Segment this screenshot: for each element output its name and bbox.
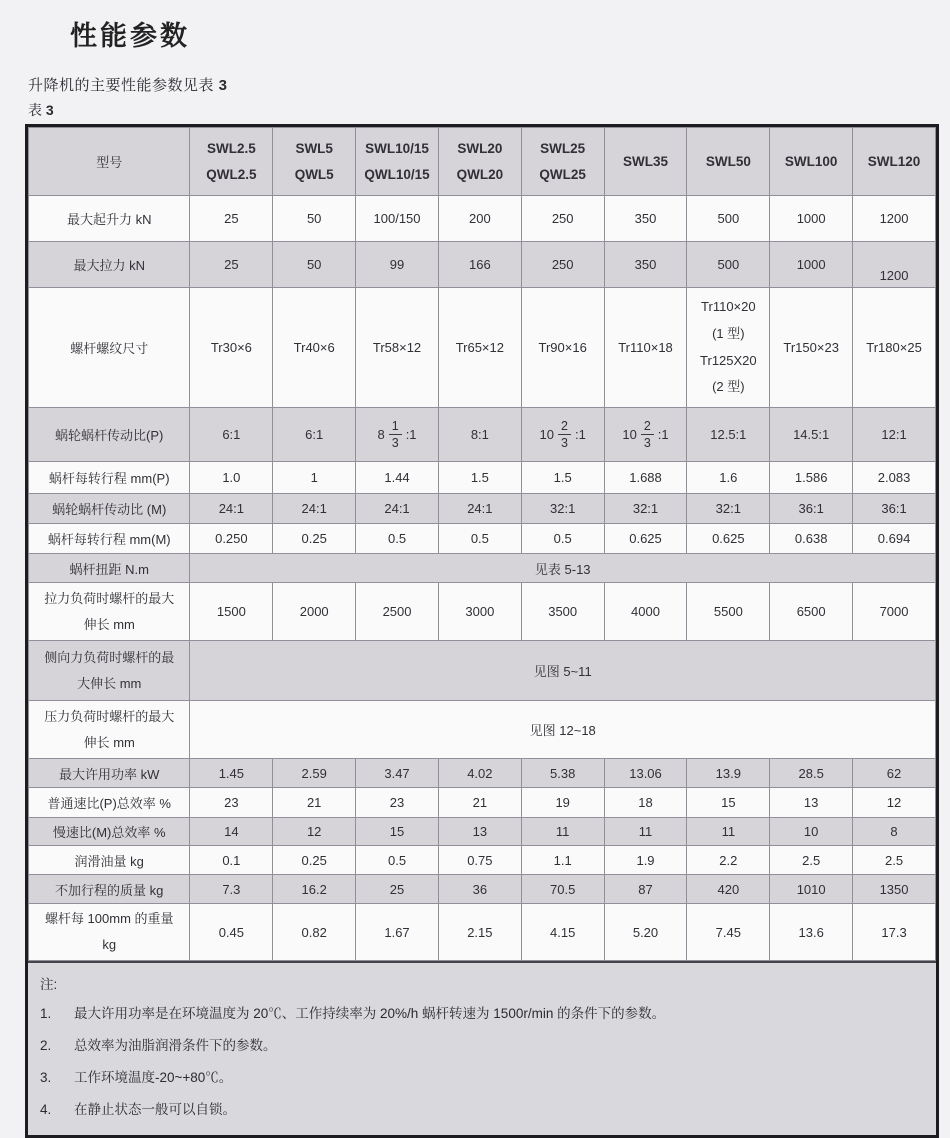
row-label: 最大拉力 kN: [29, 242, 190, 288]
table-cell: 0.25: [273, 524, 356, 554]
table-row: [29, 641, 936, 701]
table-cell: Tr150×23: [770, 288, 853, 408]
fraction: $\frac{2}{3}$: [558, 419, 571, 451]
table-cell: 23: [356, 788, 439, 818]
table-cell: 50: [273, 242, 356, 288]
table-cell: 25: [356, 875, 439, 904]
table-cell: 1.0: [190, 462, 273, 494]
table-cell: 13: [770, 788, 853, 818]
table-cell: 5.20: [604, 904, 687, 961]
table-cell: 1: [273, 462, 356, 494]
notes-list: [40, 1004, 922, 1121]
table-cell: 10 $\frac{2}{3}$ :1: [521, 408, 604, 462]
note-text: 最大许用功率是在环境温度为 20℃、工作持续率为 20%/h 蜗杆转速为 1500r/min 的条件下的参数。: [74, 1006, 666, 1021]
table-cell: 6500: [770, 583, 853, 641]
column-header: SWL50: [687, 128, 770, 196]
table-cell: 24:1: [273, 494, 356, 524]
table-row: [29, 875, 936, 904]
table-row: [29, 288, 936, 408]
table-cell: 19: [521, 788, 604, 818]
table-cell: 420: [687, 875, 770, 904]
table-number-label-text: 表: [28, 102, 46, 118]
table-cell: 7.3: [190, 875, 273, 904]
table-cell: 5.38: [521, 759, 604, 788]
table-cell: 2.5: [770, 846, 853, 875]
table-cell: 13.06: [604, 759, 687, 788]
row-label: 普通速比(P)总效率 %: [29, 788, 190, 818]
table-row: [29, 524, 936, 554]
note-number: 1.: [40, 1006, 52, 1021]
table-cell: 99: [356, 242, 439, 288]
corner-label: 型号: [29, 128, 190, 196]
table-cell: 0.5: [356, 846, 439, 875]
subtitle-table-number: 3: [218, 77, 228, 94]
table-cell: 12.5:1: [687, 408, 770, 462]
table-row: [29, 196, 936, 242]
table-cell: 1.5: [438, 462, 521, 494]
row-label: 蜗轮蜗杆传动比 (M): [29, 494, 190, 524]
fraction: $\frac{2}{3}$: [641, 419, 654, 451]
table-cell: 3.47: [356, 759, 439, 788]
row-label: 最大起升力 kN: [29, 196, 190, 242]
table-number-label-num: 3: [45, 102, 54, 118]
table-cell: 1200: [853, 242, 936, 288]
table-row: [29, 846, 936, 875]
table-cell: 0.5: [521, 524, 604, 554]
table-cell: 0.625: [604, 524, 687, 554]
table-cell: 1.5: [521, 462, 604, 494]
row-label: 慢速比(M)总效率 %: [29, 818, 190, 846]
table-cell: 36:1: [770, 494, 853, 524]
column-header: SWL2.5 QWL2.5: [190, 128, 273, 196]
table-cell: 2.59: [273, 759, 356, 788]
table-row: [29, 242, 936, 288]
table-cell: 0.250: [190, 524, 273, 554]
notes-heading: 注:: [40, 977, 58, 992]
spanned-cell: 见图 5~11: [190, 641, 936, 701]
table-cell: 2.15: [438, 904, 521, 961]
table-row: [29, 583, 936, 641]
column-header: SWL35: [604, 128, 687, 196]
table-cell: 10 $\frac{2}{3}$ :1: [604, 408, 687, 462]
table-cell: 3000: [438, 583, 521, 641]
note-number: 2.: [40, 1037, 52, 1053]
table-cell: 5500: [687, 583, 770, 641]
note-number: 3.: [40, 1069, 52, 1085]
table-cell: 1.1: [521, 846, 604, 875]
table-row: [29, 788, 936, 818]
row-label: 最大许用功率 kW: [29, 759, 190, 788]
table-cell: 2.5: [853, 846, 936, 875]
table-cell: 21: [273, 788, 356, 818]
table-row: [29, 554, 936, 583]
table-cell: 1000: [770, 196, 853, 242]
table-cell: 500: [687, 242, 770, 288]
note-item: [40, 1100, 922, 1121]
table-cell: 1.9: [604, 846, 687, 875]
table-cell: 21: [438, 788, 521, 818]
table-cell: Tr58×12: [356, 288, 439, 408]
table-cell: 25: [190, 196, 273, 242]
row-label: 不加行程的质量 kg: [29, 875, 190, 904]
table-cell: 4.02: [438, 759, 521, 788]
table-cell: 7.45: [687, 904, 770, 961]
row-label: 螺杆每 100mm 的重量 kg: [29, 904, 190, 961]
table-cell: 11: [687, 818, 770, 846]
table-cell: 500: [687, 196, 770, 242]
table-cell: 0.5: [438, 524, 521, 554]
table-cell: 7000: [853, 583, 936, 641]
note-number: 4.: [40, 1101, 52, 1117]
table-cell: 350: [604, 242, 687, 288]
table-cell: 0.25: [273, 846, 356, 875]
table-cell: 32:1: [687, 494, 770, 524]
note-text: 工作环境温度-20~+80℃。: [74, 1069, 233, 1085]
subtitle: [28, 74, 228, 95]
table-cell: 24:1: [190, 494, 273, 524]
table-cell: 13.9: [687, 759, 770, 788]
fraction: $\frac{1}{3}$: [389, 419, 402, 451]
table-cell: 24:1: [356, 494, 439, 524]
table-cell: 0.75: [438, 846, 521, 875]
row-label: 蜗杆每转行程 mm(P): [29, 462, 190, 494]
table-cell: 11: [604, 818, 687, 846]
row-label: 蜗杆每转行程 mm(M): [29, 524, 190, 554]
table-cell: 12: [273, 818, 356, 846]
table-cell: 36:1: [853, 494, 936, 524]
note-item: [40, 1068, 922, 1089]
table-cell: 16.2: [273, 875, 356, 904]
page-title: 性能参数: [70, 21, 190, 51]
table-cell: 0.82: [273, 904, 356, 961]
table-row: [29, 759, 936, 788]
row-label: 压力负荷时螺杆的最大 伸长 mm: [29, 701, 190, 759]
table-cell: 1010: [770, 875, 853, 904]
table-cell: 250: [521, 196, 604, 242]
table-cell: 4000: [604, 583, 687, 641]
table-cell: 15: [356, 818, 439, 846]
table-row: [29, 462, 936, 494]
table-cell: 12:1: [853, 408, 936, 462]
table-cell: 1.688: [604, 462, 687, 494]
table-cell: 70.5: [521, 875, 604, 904]
spanned-cell: 见图 12~18: [190, 701, 936, 759]
table-cell: 1500: [190, 583, 273, 641]
table-cell: 1350: [853, 875, 936, 904]
row-label: 侧向力负荷时螺杆的最 大伸长 mm: [29, 641, 190, 701]
table-cell: 23: [190, 788, 273, 818]
table-cell: 166: [438, 242, 521, 288]
column-header: SWL25 QWL25: [521, 128, 604, 196]
column-header: SWL5 QWL5: [273, 128, 356, 196]
note-text: 在静止状态一般可以自锁。: [74, 1101, 236, 1117]
table-cell: 0.5: [356, 524, 439, 554]
table-cell: 32:1: [521, 494, 604, 524]
header-row: [29, 128, 936, 196]
table-cell: 100/150: [356, 196, 439, 242]
table-cell: 13.6: [770, 904, 853, 961]
column-header: SWL120: [853, 128, 936, 196]
column-header: SWL20 QWL20: [438, 128, 521, 196]
table-cell: 6:1: [190, 408, 273, 462]
table-body: [29, 196, 936, 961]
table-cell: 1.44: [356, 462, 439, 494]
table-cell: 28.5: [770, 759, 853, 788]
table-cell: 350: [604, 196, 687, 242]
table-cell: 50: [273, 196, 356, 242]
table-cell: 8:1: [438, 408, 521, 462]
table-cell: 10: [770, 818, 853, 846]
table-cell: 8: [853, 818, 936, 846]
table-cell: 250: [521, 242, 604, 288]
table-cell: 0.625: [687, 524, 770, 554]
row-label: 润滑油量 kg: [29, 846, 190, 875]
table-cell: 0.694: [853, 524, 936, 554]
column-header: SWL100: [770, 128, 853, 196]
table-cell: 1000: [770, 242, 853, 288]
table-cell: 14: [190, 818, 273, 846]
table-cell: 4.15: [521, 904, 604, 961]
row-label: 蜗杆扭距 N.m: [29, 554, 190, 583]
table-cell: 15: [687, 788, 770, 818]
table-frame: [25, 124, 939, 1138]
notes-box: [28, 961, 936, 1135]
table-cell: Tr40×6: [273, 288, 356, 408]
table-cell: 14.5:1: [770, 408, 853, 462]
table-cell: 12: [853, 788, 936, 818]
table-cell: 1.6: [687, 462, 770, 494]
table-cell: 3500: [521, 583, 604, 641]
table-cell: 2000: [273, 583, 356, 641]
table-cell: 17.3: [853, 904, 936, 961]
table-cell: 24:1: [438, 494, 521, 524]
table-cell: 87: [604, 875, 687, 904]
table-cell: Tr180×25: [853, 288, 936, 408]
table-cell: 32:1: [604, 494, 687, 524]
table-cell: Tr110×20 (1 型) Tr125X20 (2 型): [687, 288, 770, 408]
table-cell: 0.1: [190, 846, 273, 875]
note-item: [40, 1036, 922, 1057]
note-item: [40, 1004, 922, 1025]
column-header: SWL10/15 QWL10/15: [356, 128, 439, 196]
row-label: 螺杆螺纹尺寸: [29, 288, 190, 408]
table-cell: 1200: [853, 196, 936, 242]
table-cell: Tr90×16: [521, 288, 604, 408]
subtitle-text: 升降机的主要性能参数见表: [28, 77, 219, 94]
params-table: [28, 127, 936, 961]
table-cell: Tr30×6: [190, 288, 273, 408]
table-cell: 1.586: [770, 462, 853, 494]
table-cell: 2.083: [853, 462, 936, 494]
table-cell: 36: [438, 875, 521, 904]
table-number-label: [28, 100, 54, 120]
table-head: [29, 128, 936, 196]
table-cell: 18: [604, 788, 687, 818]
row-label: 蜗轮蜗杆传动比(P): [29, 408, 190, 462]
table-cell: Tr110×18: [604, 288, 687, 408]
table-cell: 6:1: [273, 408, 356, 462]
table-row: [29, 701, 936, 759]
table-cell: 2500: [356, 583, 439, 641]
note-text: 总效率为油脂润滑条件下的参数。: [74, 1037, 277, 1053]
row-label: 拉力负荷时螺杆的最大 伸长 mm: [29, 583, 190, 641]
table-cell: 2.2: [687, 846, 770, 875]
table-cell: 11: [521, 818, 604, 846]
table-cell: 0.45: [190, 904, 273, 961]
table-cell: 200: [438, 196, 521, 242]
table-cell: 13: [438, 818, 521, 846]
table-cell: 0.638: [770, 524, 853, 554]
table-row: [29, 494, 936, 524]
table-cell: 1.45: [190, 759, 273, 788]
spanned-cell: 见表 5-13: [190, 554, 936, 583]
table-cell: 8 $\frac{1}{3}$ :1: [356, 408, 439, 462]
table-row: [29, 408, 936, 462]
table-cell: Tr65×12: [438, 288, 521, 408]
table-cell: 1.67: [356, 904, 439, 961]
table-cell: 25: [190, 242, 273, 288]
table-cell: 62: [853, 759, 936, 788]
table-row: [29, 818, 936, 846]
table-row: [29, 904, 936, 961]
